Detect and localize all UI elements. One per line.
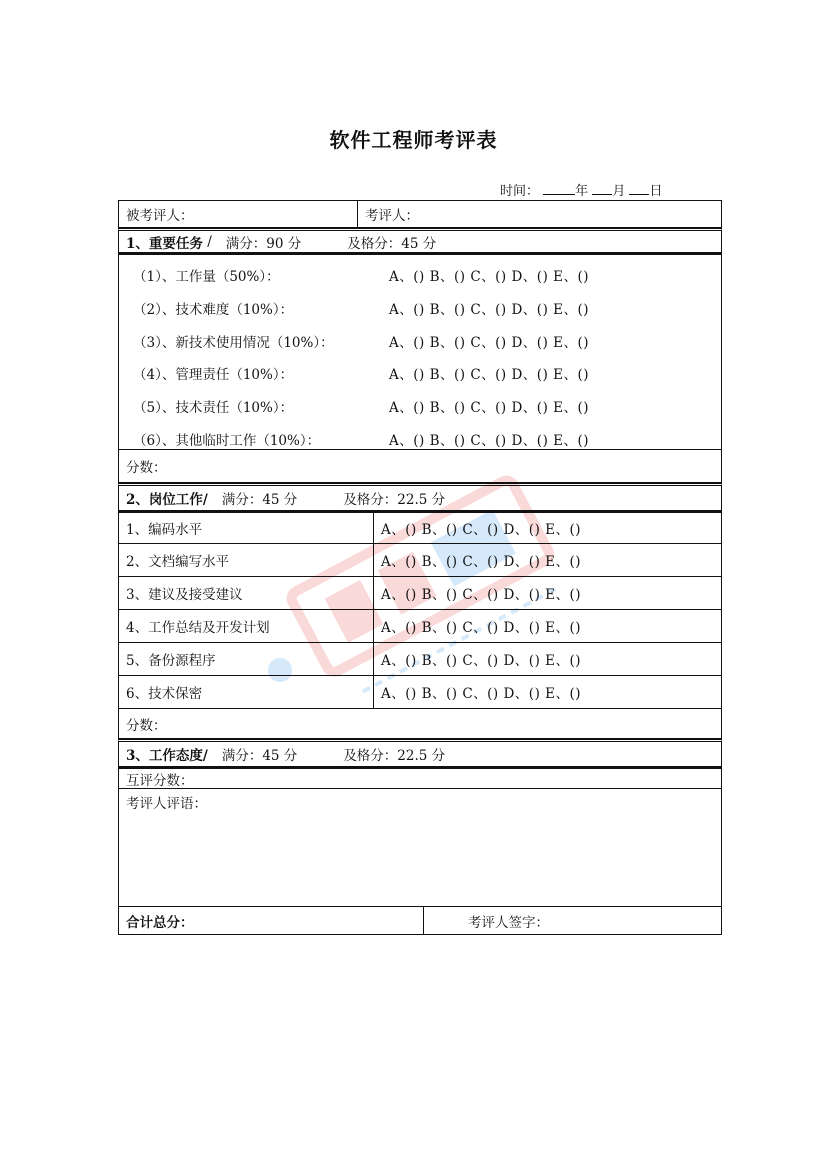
section2-full-score: 满分：45 分 — [221, 492, 298, 508]
section1-heading — [118, 228, 722, 253]
total-score-label: 合计总分： — [126, 914, 194, 931]
criterion-label: 2、文档编写水平 — [126, 554, 230, 570]
evaluation-form — [118, 200, 722, 935]
list-item — [119, 259, 721, 292]
evaluatee-label: 被考评人： — [126, 208, 194, 224]
criterion-label: 5、备份源程序 — [126, 653, 216, 669]
section2-score-label: 分数： — [126, 717, 167, 734]
table-row — [118, 544, 722, 577]
rating-options[interactable]: A、() B、() C、() D、() E、() — [373, 544, 721, 576]
peer-score-row[interactable] — [118, 767, 722, 789]
list-item — [119, 357, 721, 390]
rating-options[interactable]: A、() B、() C、() D、() E、() — [373, 676, 721, 708]
task-label: （4）、管理责任（10%）： — [133, 367, 294, 384]
table-row — [118, 511, 722, 544]
section3-title: 3、工作态度/ — [126, 748, 208, 764]
signature-field[interactable] — [423, 907, 721, 934]
section3-pass-score: 及格分：22.5 分 — [343, 748, 446, 764]
section1-full-score: 满分：90 分 — [225, 235, 302, 252]
section1-score-label: 分数： — [126, 460, 167, 476]
rating-options[interactable]: A、() B、() C、() D、() E、() — [389, 269, 590, 286]
comment-label: 考评人评语： — [126, 796, 207, 812]
evaluator-label: 考评人： — [365, 208, 419, 224]
criterion-label: 6、技术保密 — [126, 686, 203, 702]
header-row — [118, 200, 722, 228]
task-label: （3）、新技术使用情况（10%）： — [133, 334, 334, 351]
rating-options[interactable]: A、() B、() C、() D、() E、() — [389, 400, 590, 417]
section3-heading — [118, 739, 722, 767]
day-blank[interactable] — [629, 182, 649, 195]
date-prefix: 时间： — [500, 184, 540, 199]
date-line — [500, 180, 662, 199]
section2-heading — [118, 483, 722, 511]
signature-label: 考评人签字： — [468, 914, 549, 931]
list-item — [119, 324, 721, 357]
section2-title: 2、岗位工作/ — [126, 492, 208, 508]
task-label: （2）、技术难度（10%）： — [133, 302, 294, 319]
list-item — [119, 390, 721, 423]
list-item — [119, 292, 721, 325]
rating-options[interactable]: A、() B、() C、() D、() E、() — [373, 577, 721, 609]
evaluator-field[interactable] — [357, 201, 721, 227]
month-label: 月 — [612, 184, 626, 199]
task-label: （6）、其他临时工作（10%）： — [133, 432, 321, 449]
section3-full-score: 满分：45 分 — [221, 748, 298, 764]
section1-slash: / — [207, 233, 212, 250]
rating-options[interactable]: A、() B、() C、() D、() E、() — [373, 513, 721, 543]
rating-options[interactable]: A、() B、() C、() D、() E、() — [389, 302, 590, 319]
rating-options[interactable]: A、() B、() C、() D、() E、() — [389, 334, 590, 351]
task-label: （5）、技术责任（10%）： — [133, 400, 294, 417]
table-row — [118, 610, 722, 643]
month-blank[interactable] — [592, 182, 612, 195]
year-blank[interactable] — [543, 182, 575, 195]
rating-options[interactable]: A、() B、() C、() D、() E、() — [373, 643, 721, 675]
section1-score-row[interactable] — [118, 450, 722, 483]
criterion-label: 3、建议及接受建议 — [126, 587, 243, 603]
year-label: 年 — [575, 184, 589, 199]
section1-items — [118, 253, 722, 450]
page-title: 软件工程师考评表 — [329, 128, 498, 152]
table-row — [118, 577, 722, 610]
section2-pass-score: 及格分：22.5 分 — [343, 492, 446, 508]
section1-pass-score: 及格分：45 分 — [347, 235, 437, 252]
criterion-label: 1、编码水平 — [126, 522, 203, 538]
rating-options[interactable]: A、() B、() C、() D、() E、() — [389, 432, 590, 449]
day-label: 日 — [649, 184, 663, 199]
section2-score-row[interactable] — [118, 709, 722, 739]
comment-box[interactable] — [118, 789, 722, 907]
rating-options[interactable]: A、() B、() C、() D、() E、() — [389, 367, 590, 384]
table-row — [118, 676, 722, 709]
section1-title: 1、重要任务 — [126, 235, 203, 252]
total-score-field[interactable] — [119, 907, 423, 934]
rating-options[interactable]: A、() B、() C、() D、() E、() — [373, 610, 721, 642]
evaluatee-field[interactable] — [119, 201, 357, 227]
criterion-label: 4、工作总结及开发计划 — [126, 620, 270, 636]
task-label: （1）、工作量（50%）： — [133, 269, 280, 286]
peer-score-label: 互评分数： — [126, 772, 194, 789]
table-row — [118, 643, 722, 676]
total-row — [118, 907, 722, 935]
